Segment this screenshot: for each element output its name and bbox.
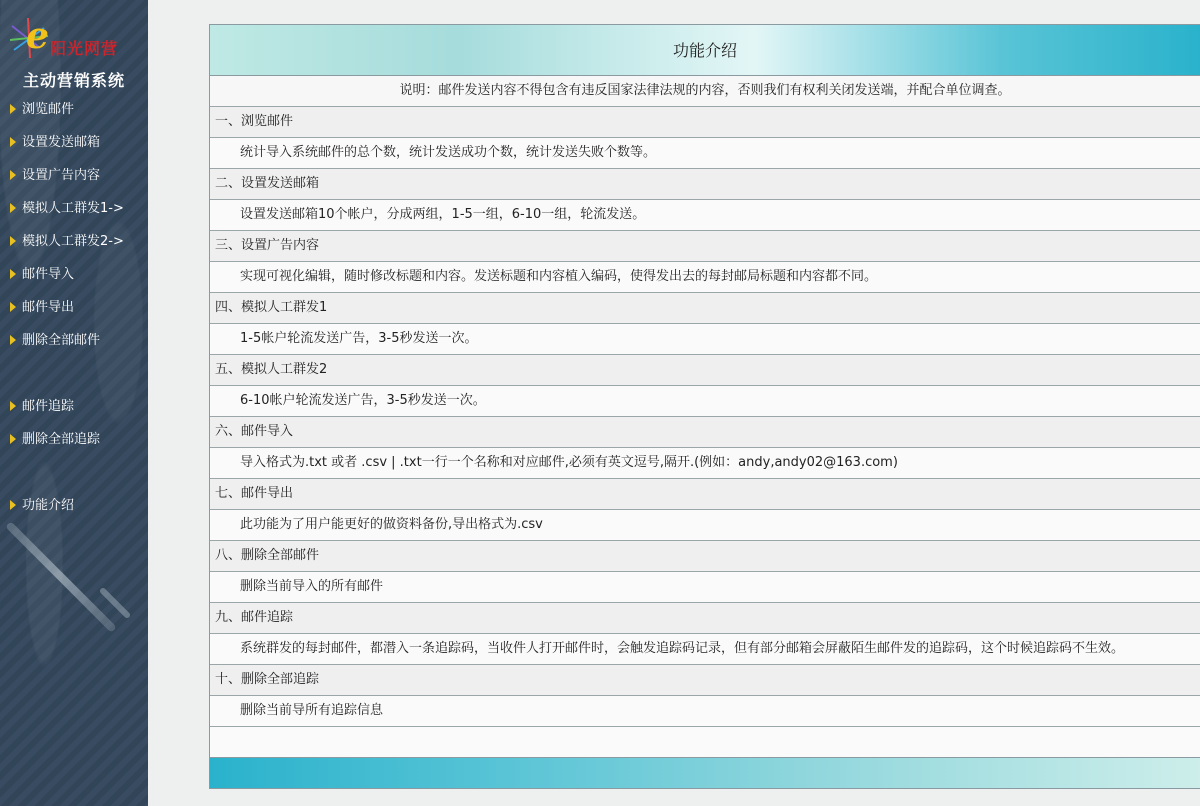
nav-item-feature-intro[interactable] <box>10 495 74 517</box>
nav-item-delete-all-tracking[interactable] <box>10 429 100 451</box>
arrow-right-icon <box>10 203 16 213</box>
section-heading: 二、设置发送邮箱 <box>210 169 1200 200</box>
nav-item-mail-tracking[interactable] <box>10 396 74 418</box>
arrow-right-icon <box>10 269 16 279</box>
nav-item-bulk-send-2[interactable] <box>10 231 124 253</box>
section-text: 1-5帐户轮流发送广告，3-5秒发送一次。 <box>210 324 1200 355</box>
nav-item-set-ad-content[interactable] <box>10 165 100 187</box>
arrow-right-icon <box>10 170 16 180</box>
nav-item-label: 设置发送邮箱 <box>22 135 101 150</box>
page-title: 功能介绍 <box>210 25 1200 76</box>
arrow-right-icon <box>10 104 16 114</box>
section-text: 系统群发的每封邮件，都潜入一条追踪码，当收件人打开邮件时，会触发追踪码记录，但有部分邮箱会屏蔽陌生邮件发的追踪码，这个时候追踪码不生效。 <box>210 634 1200 665</box>
nav-item-label: 删除全部追踪 <box>22 432 101 447</box>
section-text: 删除当前导所有追踪信息 <box>210 696 1200 727</box>
nav-item-label: 邮件追踪 <box>22 399 75 414</box>
feature-intro-panel <box>209 24 1200 789</box>
section-heading: 六、邮件导入 <box>210 417 1200 448</box>
panel-footer-bar <box>210 757 1200 788</box>
blank-row <box>210 727 1200 758</box>
nav-item-label: 删除全部邮件 <box>22 333 101 348</box>
section-text: 统计导入系统邮件的总个数，统计发送成功个数，统计发送失败个数等。 <box>210 138 1200 169</box>
nav-item-label: 浏览邮件 <box>22 102 75 117</box>
sidebar <box>0 0 148 806</box>
decorative-sword <box>5 521 117 633</box>
section-heading: 九、邮件追踪 <box>210 603 1200 634</box>
arrow-right-icon <box>10 137 16 147</box>
nav-item-import-mail[interactable] <box>10 264 74 286</box>
section-text: 设置发送邮箱10个帐户，分成两组，1-5一组，6-10一组，轮流发送。 <box>210 200 1200 231</box>
arrow-right-icon <box>10 335 16 345</box>
section-heading: 八、删除全部邮件 <box>210 541 1200 572</box>
section-text: 此功能为了用户能更好的做资料备份,导出格式为.csv <box>210 510 1200 541</box>
section-text: 删除当前导入的所有邮件 <box>210 572 1200 603</box>
logo-e-mark: e <box>26 15 49 57</box>
section-heading: 七、邮件导出 <box>210 479 1200 510</box>
arrow-right-icon <box>10 500 16 510</box>
section-heading: 五、模拟人工群发2 <box>210 355 1200 386</box>
section-heading: 三、设置广告内容 <box>210 231 1200 262</box>
nav-item-export-mail[interactable] <box>10 297 74 319</box>
nav-item-label: 设置广告内容 <box>22 168 101 183</box>
nav-item-delete-all-mail[interactable] <box>10 330 100 352</box>
section-text: 6-10帐户轮流发送广告，3-5秒发送一次。 <box>210 386 1200 417</box>
arrow-right-icon <box>10 401 16 411</box>
nav-item-bulk-send-1[interactable] <box>10 198 124 220</box>
section-heading: 四、模拟人工群发1 <box>210 293 1200 324</box>
nav-item-label: 邮件导出 <box>22 300 75 315</box>
notice-text: 说明：邮件发送内容不得包含有违反国家法律法规的内容，否则我们有权利关闭发送端，并配合单位调查。 <box>210 76 1200 107</box>
section-heading: 十、删除全部追踪 <box>210 665 1200 696</box>
nav-item-browse-mail[interactable] <box>10 99 74 121</box>
nav-item-set-sender-mailbox[interactable] <box>10 132 100 154</box>
nav-item-label: 模拟人工群发1-> <box>22 201 124 216</box>
section-text: 实现可视化编辑，随时修改标题和内容。发送标题和内容植入编码，使得发出去的每封邮局标题和内容都不同。 <box>210 262 1200 293</box>
system-title: 主动营销系统 <box>22 71 125 90</box>
nav-item-label: 功能介绍 <box>22 498 75 513</box>
nav-item-label: 邮件导入 <box>22 267 75 282</box>
logo <box>10 14 140 64</box>
logo-text: 阳光网营 <box>50 39 119 58</box>
section-text: 导入格式为.txt 或者 .csv | .txt一行一个名称和对应邮件,必须有英文逗号,隔开.(例如：andy,andy02@163.com) <box>210 448 1200 479</box>
arrow-right-icon <box>10 434 16 444</box>
section-heading: 一、浏览邮件 <box>210 107 1200 138</box>
arrow-right-icon <box>10 302 16 312</box>
arrow-right-icon <box>10 236 16 246</box>
nav-item-label: 模拟人工群发2-> <box>22 234 124 249</box>
